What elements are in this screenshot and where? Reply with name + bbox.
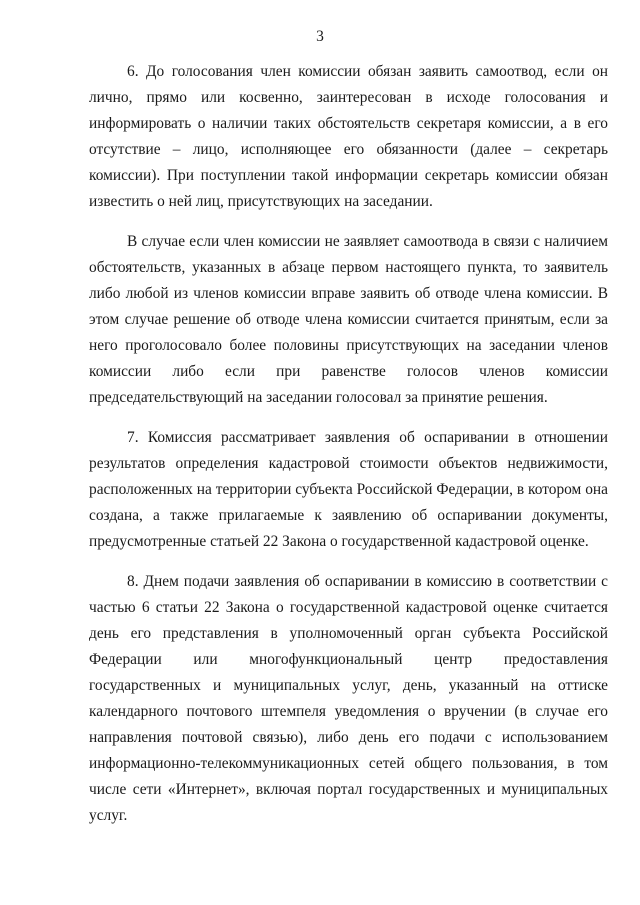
document-body bbox=[89, 59, 608, 843]
paragraph-item-6-recusal: В случае если член комиссии не заявляет самоотвода в связи с наличием обстоятельств, указанных в абзаце первом настоящего пункта, то заявитель либо любой из членов комиссии вправе заявить об отводе члена комиссии. В этом случае решение об отводе члена комиссии считается принятым, если за него проголосовало более половины присутствующих на заседании членов комиссии либо если при равенстве голосов членов комиссии председательствующий на заседании голосовал за принятие решения. bbox=[89, 233, 608, 406]
page-number: 3 bbox=[316, 28, 324, 45]
paragraph-item-6: 6. До голосования член комиссии обязан заявить самоотвод, если он лично, прямо или косвенно, заинтересован в исходе голосования и информировать о наличии таких обстоятельств секретаря комиссии, а в его отсутствие – лицо, исполняющее его обязанности (далее – секретарь комиссии). При поступлении такой информации секретарь комиссии обязан известить о ней лиц, присутствующих на заседании. bbox=[89, 63, 608, 210]
paragraph-item-7: 7. Комиссия рассматривает заявления об оспаривании в отношении результатов определения кадастровой стоимости объектов недвижимости, расположенных на территории субъекта Российской Федерации, в котором она создана, а также прилагаемые к заявлению об оспаривании документы, предусмотренные статьей 22 Закона о государственной кадастровой оценке. bbox=[89, 429, 608, 550]
paragraph-item-8: 8. Днем подачи заявления об оспаривании в комиссию в соответствии с частью 6 статьи 22 Закона о государственной кадастровой оценке считается день его представления в уполномоченный орган субъекта Российской Федерации или многофункциональный центр предоставления государственных и муниципальных услуг, день, указанный на оттиске календарного почтового штемпеля уведомления о вручении (в случае его направления почтовой связью), либо день его подачи с использованием информационно-телекоммуникационных сетей общего пользования, в том числе сети «Интернет», включая портал государственных и муниципальных услуг. bbox=[89, 573, 608, 824]
